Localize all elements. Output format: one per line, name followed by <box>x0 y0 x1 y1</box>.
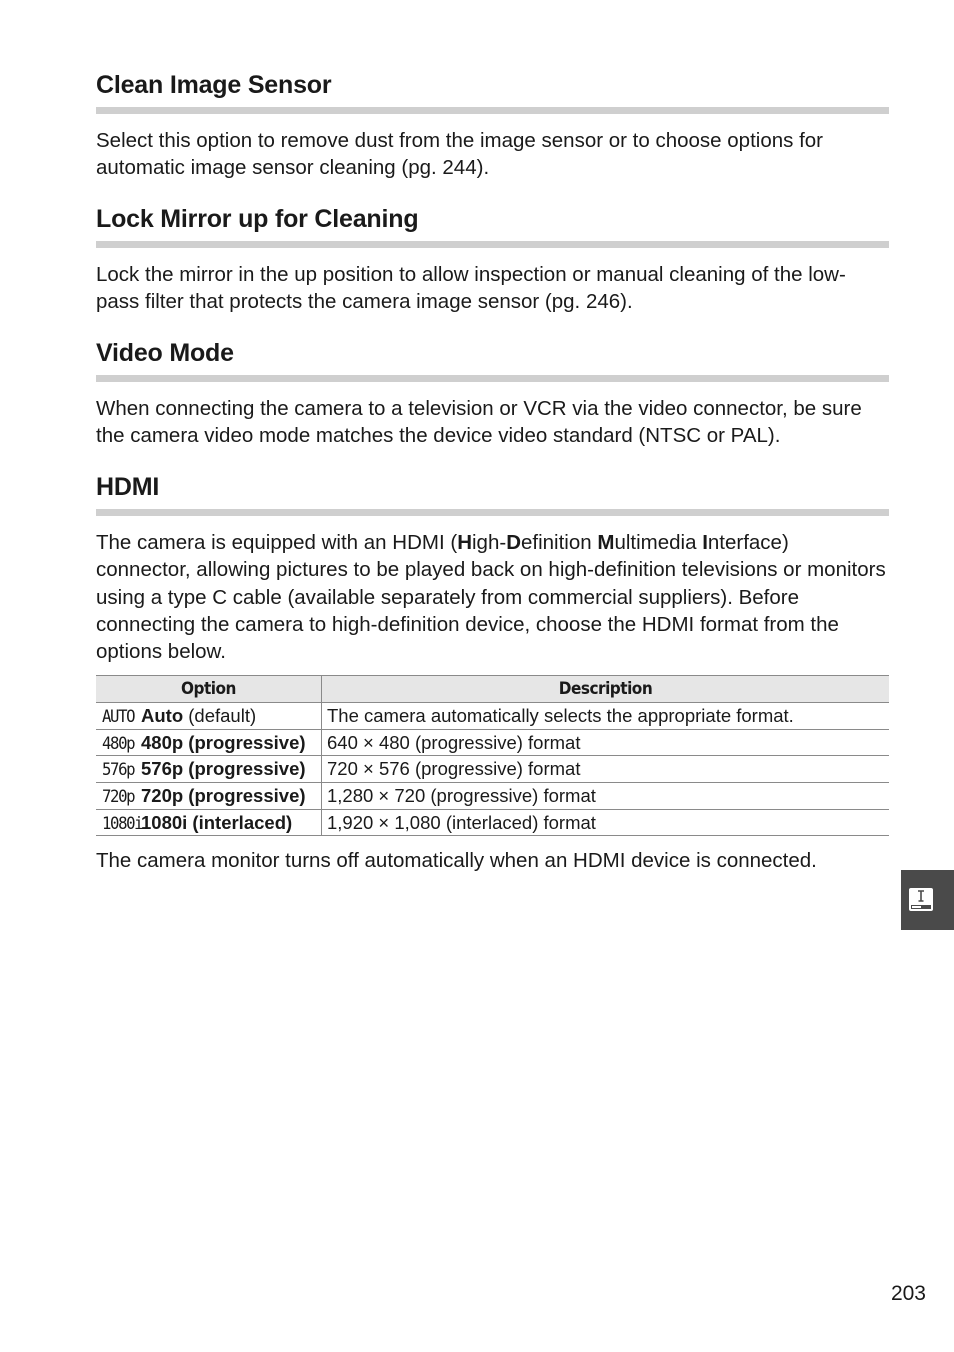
mode-code-icon: 576p <box>102 760 135 781</box>
text-run-bold: H <box>457 531 472 554</box>
text-run-bold: I <box>702 531 708 554</box>
column-header-description: Description <box>322 676 890 703</box>
table-row <box>96 756 889 783</box>
table-row <box>96 809 889 836</box>
option-name: 720p (progressive) <box>141 784 306 806</box>
option-name: 480p (progressive) <box>141 731 306 753</box>
table-row <box>96 703 889 730</box>
section-divider <box>96 107 889 114</box>
option-name: 1080i (interlaced) <box>141 811 293 833</box>
option-cell <box>96 703 322 730</box>
page-number: 203 <box>890 1282 926 1305</box>
description-cell: 720 × 576 (progressive) format <box>322 756 890 783</box>
footer-note: The camera monitor turns off automatically when an HDMI device is connected. <box>96 849 817 872</box>
text-run: nterface) connector, allowing pictures to be played back on high-definition televisions or monitors using a type C cable (available separately from commercial suppliers). Before connecting the camera to high-definition device, choose the HDMI format from the options below. <box>96 531 886 664</box>
section-lock-mirror <box>96 204 889 316</box>
section-divider <box>96 509 889 516</box>
option-cell <box>96 756 322 783</box>
text-run-bold: D <box>506 531 521 554</box>
description-cell: 1,920 × 1,080 (interlaced) format <box>322 809 890 836</box>
option-cell <box>96 783 322 810</box>
section-body: Select this option to remove dust from the image sensor or to choose options for automatic image sensor cleaning (pg. 244). <box>96 129 823 180</box>
option-cell <box>96 729 322 756</box>
section-divider <box>96 375 889 382</box>
section-title: Lock Mirror up for Cleaning <box>96 205 419 233</box>
hdmi-options-table <box>96 675 889 836</box>
section-body: When connecting the camera to a television or VCR via the video connector, be sure the camera video mode matches the device video standard (NTSC or PAL). <box>96 397 862 448</box>
mode-code-icon: 1080i <box>102 813 143 834</box>
text-run: ultimedia <box>614 531 703 554</box>
section-video-mode <box>96 338 889 450</box>
section-hdmi <box>96 472 889 665</box>
table-row <box>96 729 889 756</box>
option-suffix: (default) <box>183 704 257 726</box>
text-run: igh- <box>472 531 507 554</box>
mode-code-icon: 480p <box>102 733 135 754</box>
section-clean-image-sensor <box>96 70 889 182</box>
description-cell: 1,280 × 720 (progressive) format <box>322 783 890 810</box>
section-divider <box>96 241 889 248</box>
text-run: The camera is equipped with an HDMI ( <box>96 531 458 554</box>
column-header-option: Option <box>96 676 322 703</box>
text-run-bold: M <box>597 531 615 554</box>
section-body: Lock the mirror in the up position to allow inspection or manual cleaning of the low-pass filter that protects the camera image sensor (pg. 246). <box>96 263 846 314</box>
table-header-row <box>96 676 889 703</box>
description-cell: 640 × 480 (progressive) format <box>322 729 890 756</box>
description-cell: The camera automatically selects the appropriate format. <box>322 703 890 730</box>
option-name: Auto <box>141 704 184 726</box>
section-title: Clean Image Sensor <box>96 71 332 99</box>
mode-code-icon: AUTO <box>102 706 135 727</box>
setup-menu-wrench-icon <box>901 870 954 930</box>
section-title: Video Mode <box>96 339 234 367</box>
option-cell <box>96 809 322 836</box>
text-run: efinition <box>521 531 598 554</box>
section-body <box>96 529 889 665</box>
section-title: HDMI <box>96 473 160 501</box>
table-row <box>96 783 889 810</box>
mode-code-icon: 720p <box>102 786 135 807</box>
chapter-tab <box>901 870 954 930</box>
option-name: 576p (progressive) <box>141 758 306 780</box>
